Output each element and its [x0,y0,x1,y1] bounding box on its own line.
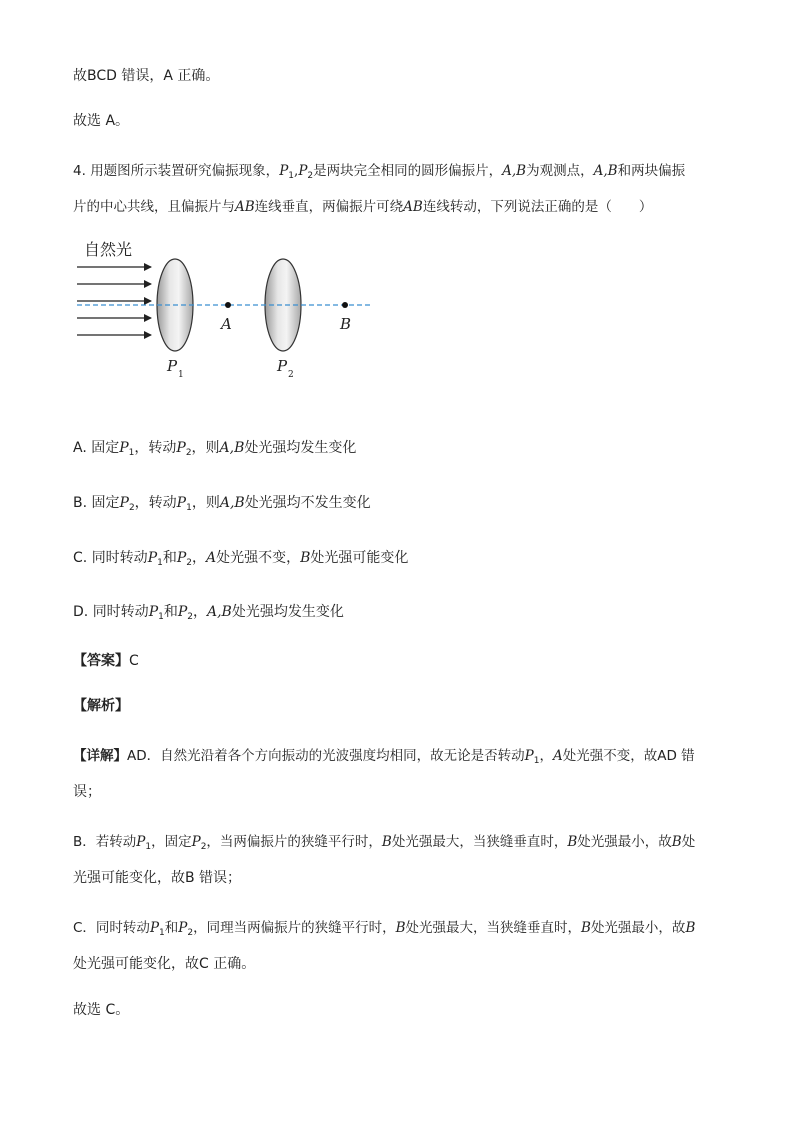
detail-line-2: 误； [73,784,101,800]
answer [73,651,139,671]
natural-light-label: 自然光 [84,240,133,259]
prev-conclusion: 故BCD 错误，A 正确。 [73,68,220,84]
answer-value: C [129,653,139,669]
analysis-heading: 【解析】 [73,698,129,714]
explain-b-line-2: 光强可能变化，故B 错误； [73,870,242,886]
explain-c-line-2: 处光强可能变化，故C 正确。 [73,956,256,972]
answer-tag: 【答案】 [73,653,129,669]
detail-tag: 【详解】 [73,748,127,764]
polarizer-figure [70,232,380,382]
p1-subscript: 1 [178,370,184,380]
point-a-label: A [221,315,232,333]
final-choice: 故选 C。 [73,1002,130,1018]
question-line-1: 4. 用题图所示装置研究偏振现象，$P_1,P_2$是两块完全相同的圆形偏振片，A,B为观测点，A,B和两块偏振 [73,163,686,181]
p2-label: P [277,357,288,375]
point-b-dot [342,302,348,308]
p2-subscript: 2 [288,370,294,380]
option-c: C. 同时转动$P_1$和$P_2$，A处光强不变，B处光强可能变化 [73,550,409,568]
prev-choice: 故选 A。 [73,113,130,129]
incident-light-arrows [77,267,151,335]
point-a-dot [225,302,231,308]
option-d: D. 同时转动$P_1$和$P_2$，A,B处光强均发生变化 [73,604,344,622]
p1-label: P [167,357,178,375]
explain-c-line-1: C．同时转动$P_1$和$P_2$，同理当两偏振片的狭缝平行时，B处光强最大，当狭缝垂直时，B处光强最小，故B [73,920,696,938]
point-b-label: B [340,315,352,333]
question-number: 4. [73,163,86,179]
option-a: A. 固定$P_1$，转动$P_2$，则A,B处光强均发生变化 [73,440,357,458]
option-b: B. 固定$P_2$，转动$P_1$，则A,B处光强均不发生变化 [73,495,371,513]
question-line-2: 片的中心共线，且偏振片与AB连线垂直，两偏振片可绕AB连线转动，下列说法正确的是（ ） [73,199,653,215]
explain-b-line-1: B．若转动$P_1$，固定$P_2$，当两偏振片的狭缝平行时，B处光强最大，当狭缝垂直时，B处光强最小，故B处 [73,834,696,852]
detail-line-1: 【详解】AD．自然光沿着各个方向振动的光波强度均相同，故无论是否转动$P_1$，A处光强不变，故AD 错 [73,748,695,766]
